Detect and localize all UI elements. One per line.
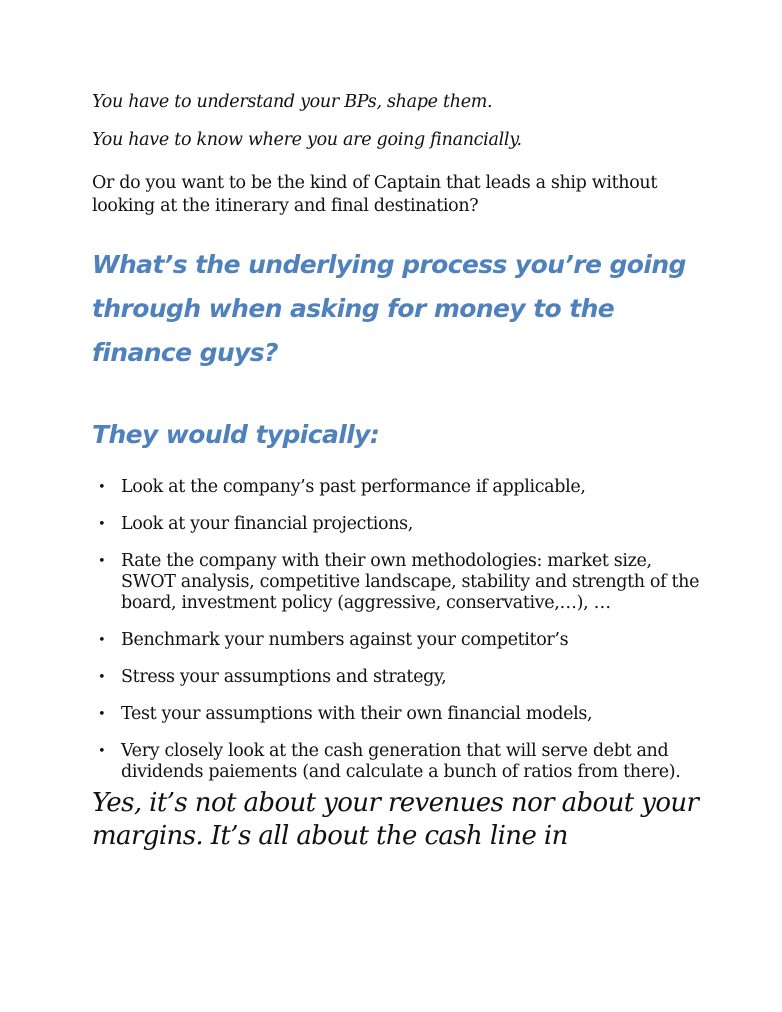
bullet-icon: • (98, 707, 106, 722)
captain-paragraph: Or do you want to be the kind of Captain that leads a ship without looking at the itinerary and final destination? (92, 173, 658, 216)
closing-statement: Yes, it’s not about your revenues nor about your margins. It’s all about the cash line in (92, 788, 699, 851)
list-item (92, 704, 702, 725)
list-item-text: Look at the company’s past performance if applicable, (121, 477, 586, 497)
bullet-icon: • (98, 480, 106, 495)
bullet-icon: • (98, 517, 106, 532)
bullet-icon: • (98, 670, 106, 685)
document-page (92, 88, 702, 853)
list-item-text: Rate the company with their own methodologies: market size, SWOT analysis, competitive landscape, stability and strength of the board, investment policy (aggressive, conservative,…), … (121, 551, 700, 613)
bullet-list (92, 477, 702, 783)
list-item (92, 514, 702, 535)
bullet-icon: • (98, 633, 106, 648)
list-item (92, 551, 702, 614)
intro-line-know-financially: You have to know where you are going financially. (92, 130, 522, 150)
list-item (92, 477, 702, 498)
list-item-text: Benchmark your numbers against your competitor’s (121, 630, 569, 650)
typically-heading: They would typically: (92, 420, 380, 449)
list-item (92, 630, 702, 651)
list-item (92, 741, 702, 783)
intro-line-understand-bps: You have to understand your BPs, shape them. (92, 92, 493, 112)
bullet-icon: • (98, 744, 106, 759)
list-item-text: Look at your financial projections, (121, 514, 413, 534)
list-item-text: Stress your assumptions and strategy, (121, 667, 447, 687)
list-item-text: Test your assumptions with their own financial models, (121, 704, 593, 724)
bullet-icon: • (98, 554, 106, 569)
list-item-text: Very closely look at the cash generation that will serve debt and dividends paiements (and calculate a bunch of ratios from there). (121, 741, 681, 782)
process-question-heading: What’s the underlying process you’re going through when asking for money to the finance guys? (92, 250, 686, 367)
list-item (92, 667, 702, 688)
